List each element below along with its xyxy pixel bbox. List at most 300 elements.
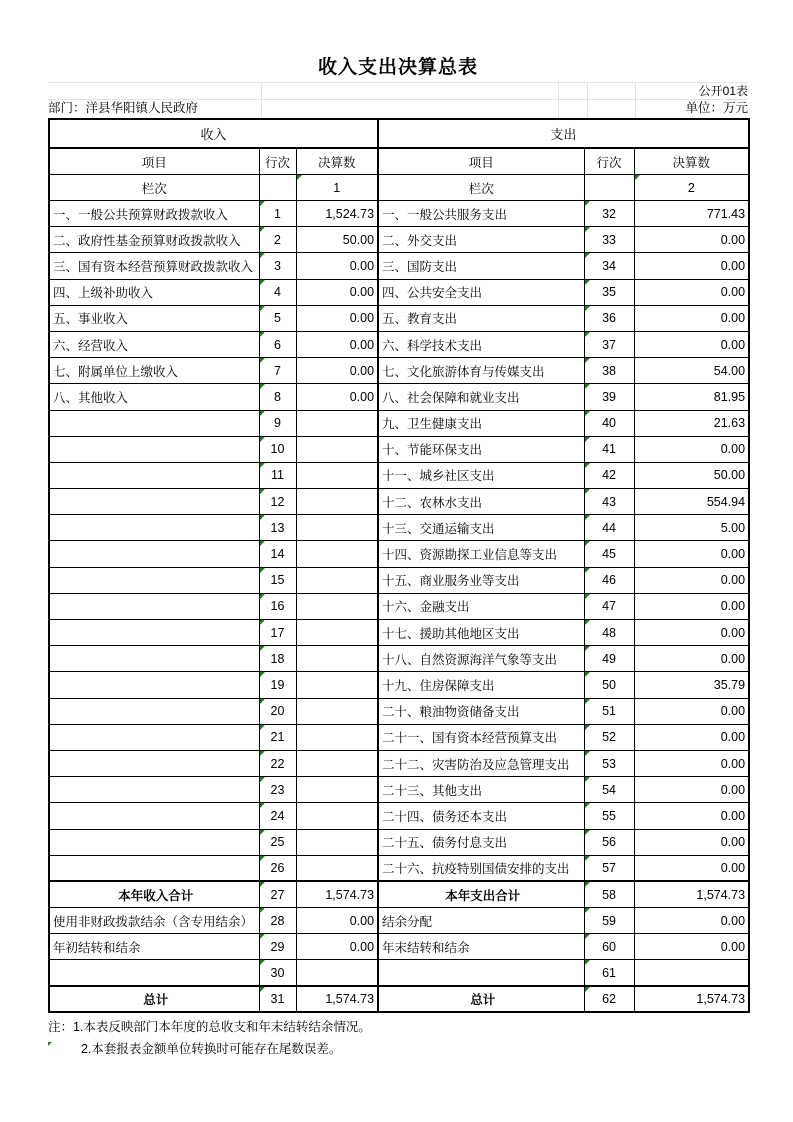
- expense-value-cell: [634, 201, 749, 227]
- expense-item-cell-text: 九、卫生健康支出: [382, 417, 483, 432]
- expense-value-cell: [634, 881, 749, 907]
- expense-line-cell: [584, 253, 634, 279]
- expense-value-cell: [634, 462, 749, 488]
- green-triangle-icon: [260, 751, 265, 756]
- income-line-cell: [259, 960, 296, 986]
- green-triangle-icon: [585, 332, 590, 337]
- income-item-cell: [49, 331, 259, 357]
- expense-item-cell: [378, 515, 584, 541]
- table-row: [49, 515, 749, 541]
- income-item-cell: [49, 384, 259, 410]
- table-row: [49, 960, 749, 986]
- expense-item-cell-text: 二十六、抗疫特别国债安排的支出: [382, 862, 570, 877]
- expense-value-cell-text: 0.00: [720, 599, 746, 614]
- green-triangle-icon: [585, 437, 590, 442]
- expense-value-cell-text: 0.00: [720, 756, 746, 771]
- income-item-cell-text: 四、上级补助收入: [53, 286, 154, 301]
- income-value-cell: [296, 855, 378, 881]
- green-triangle-icon: [260, 306, 265, 311]
- income-line-cell: [259, 777, 296, 803]
- income-item-cell: [49, 777, 259, 803]
- expense-line-cell: [584, 410, 634, 436]
- green-triangle-icon: [585, 699, 590, 704]
- income-item-cell: [49, 881, 259, 907]
- green-triangle-icon: [260, 646, 265, 651]
- income-line-cell-text: 25: [270, 835, 285, 850]
- unit-label: 单位：万元: [685, 101, 748, 115]
- expense-value-cell-text: 0.00: [720, 913, 746, 928]
- income-item-cell-text: 二、政府性基金预算财政拨款收入: [53, 233, 241, 248]
- income-value-cell-text: 0.00: [349, 363, 375, 378]
- green-triangle-icon: [585, 777, 590, 782]
- green-triangle-icon: [260, 882, 265, 887]
- green-triangle-icon: [260, 960, 265, 965]
- expense-item-cell-text: 十四、资源勘探工业信息等支出: [382, 548, 558, 563]
- income-line-cell: [259, 515, 296, 541]
- income-item-cell: [49, 436, 259, 462]
- green-triangle-icon: [260, 411, 265, 416]
- expense-value-cell-text: 0.00: [720, 285, 746, 300]
- income-value-cell-text: 1,574.73: [325, 992, 375, 1007]
- income-item-cell: [49, 646, 259, 672]
- expense-line-cell: [584, 908, 634, 934]
- income-item-cell: [49, 305, 259, 331]
- green-triangle-icon: [260, 280, 265, 285]
- income-line-cell: [259, 646, 296, 672]
- income-line-cell: [259, 750, 296, 776]
- income-line-cell: [259, 986, 296, 1012]
- income-line-cell: [259, 541, 296, 567]
- expense-value-cell-text: 0.00: [720, 730, 746, 745]
- income-item-cell: [49, 934, 259, 960]
- expense-item-cell-text: 十九、住房保障支出: [382, 678, 495, 693]
- green-triangle-icon: [585, 358, 590, 363]
- table-row: [49, 698, 749, 724]
- expense-line-cell: [584, 803, 634, 829]
- income-item-cell: [49, 908, 259, 934]
- expense-line-cell-text: 61: [602, 965, 616, 980]
- column-header-row: [49, 148, 749, 175]
- income-line-cell: [259, 567, 296, 593]
- expense-value-cell: [634, 724, 749, 750]
- expense-line-cell-text: 33: [602, 232, 616, 247]
- table-row: [49, 358, 749, 384]
- expense-value-cell: [634, 934, 749, 960]
- income-line-cell-text: 29: [270, 939, 285, 954]
- expense-item-cell-text: 五、教育支出: [382, 312, 458, 327]
- expense-item-cell: [378, 331, 584, 357]
- expense-value-cell-text: 5.00: [720, 520, 746, 535]
- income-value-cell: [296, 515, 378, 541]
- expense-line-cell: [584, 358, 634, 384]
- expense-item-cell-text: 二十二、灾害防治及应急管理支出: [382, 757, 570, 772]
- income-value-cell-text: 1,574.73: [325, 887, 375, 902]
- expense-value-cell-text: 1,574.73: [696, 992, 746, 1007]
- expense-value-cell: [634, 646, 749, 672]
- expense-value-cell: [634, 541, 749, 567]
- expense-item-cell-text: 十、节能环保支出: [382, 443, 483, 458]
- expense-value-cell-text: 81.95: [713, 389, 746, 404]
- expense-value-cell-text: 0.00: [720, 808, 746, 823]
- expense-item-cell-text: 十六、金融支出: [382, 600, 470, 615]
- table-row: [49, 881, 749, 907]
- income-lanci-line-cell: [259, 175, 296, 201]
- expense-item-cell-text: 二十三、其他支出: [382, 783, 483, 798]
- expense-item-cell: [378, 881, 584, 907]
- table-row: [49, 934, 749, 960]
- income-value-cell: [296, 960, 378, 986]
- expense-value-cell-text: 0.00: [720, 651, 746, 666]
- income-line-cell-text: 30: [270, 965, 285, 980]
- income-item-cell: [49, 227, 259, 253]
- green-triangle-icon: [585, 594, 590, 599]
- income-value-cell-text: 0.00: [349, 285, 375, 300]
- expense-value-cell-text: 0.00: [720, 337, 746, 352]
- expense-line-cell-text: 55: [602, 808, 616, 823]
- green-triangle-icon: [260, 384, 265, 389]
- green-triangle-icon: [585, 672, 590, 677]
- expense-item-cell-text: 七、文化旅游体育与传媒支出: [382, 364, 545, 379]
- expense-item-cell-text: 十八、自然资源海洋气象等支出: [382, 652, 558, 667]
- income-item-cell: [49, 410, 259, 436]
- income-value-cell: [296, 698, 378, 724]
- income-value-cell: [296, 384, 378, 410]
- footnotes: [48, 1017, 748, 1061]
- expense-item-cell: [378, 567, 584, 593]
- column-index-row: [49, 175, 749, 201]
- green-triangle-icon: [585, 830, 590, 835]
- expense-line-cell: [584, 934, 634, 960]
- gridline: [558, 82, 559, 118]
- green-triangle-icon: [585, 253, 590, 258]
- expense-value-cell: [634, 672, 749, 698]
- income-item-cell: [49, 986, 259, 1012]
- income-item-cell-text: 一、一般公共预算财政拨款收入: [53, 207, 229, 222]
- income-item-header: 项目: [49, 148, 259, 175]
- green-triangle-icon: [260, 987, 265, 992]
- expense-line-cell: [584, 724, 634, 750]
- income-line-cell-text: 10: [270, 442, 285, 457]
- income-line-cell: [259, 410, 296, 436]
- expense-column-number: 2: [687, 180, 695, 195]
- expense-line-cell: [584, 646, 634, 672]
- expense-item-cell: [378, 279, 584, 305]
- section-header-row: [49, 119, 749, 148]
- green-triangle-icon: [260, 332, 265, 337]
- table-row: [49, 567, 749, 593]
- green-triangle-icon: [260, 489, 265, 494]
- expense-value-cell: [634, 593, 749, 619]
- income-value-cell-text: 1,524.73: [325, 206, 375, 221]
- income-value-cell: [296, 279, 378, 305]
- income-value-cell: [296, 672, 378, 698]
- expense-line-cell: [584, 620, 634, 646]
- green-triangle-icon: [260, 437, 265, 442]
- income-value-cell: [296, 777, 378, 803]
- expense-line-cell-text: 51: [602, 704, 616, 719]
- income-value-cell-text: 0.00: [349, 258, 375, 273]
- income-line-cell-text: 4: [274, 285, 281, 300]
- footnote-1: 注：1.本表反映部门本年度的总收支和年末结转结余情况。: [48, 1020, 371, 1035]
- expense-item-cell: [378, 646, 584, 672]
- green-triangle-icon: [585, 646, 590, 651]
- expense-line-cell-text: 39: [602, 389, 616, 404]
- green-triangle-icon: [585, 803, 590, 808]
- expense-value-cell-text: 771.43: [706, 206, 746, 221]
- income-line-cell-text: 1: [274, 206, 281, 221]
- expense-value-cell: [634, 227, 749, 253]
- expense-value-cell: [634, 489, 749, 515]
- expense-value-cell-text: 0.00: [720, 547, 746, 562]
- expense-item-cell: [378, 620, 584, 646]
- income-item-cell-text: 六、经营收入: [53, 338, 129, 353]
- expense-item-cell-text: 结余分配: [382, 914, 433, 929]
- expense-line-cell-text: 44: [602, 520, 616, 535]
- expense-value-cell-text: 0.00: [720, 442, 746, 457]
- expense-item-cell: [378, 358, 584, 384]
- income-value-cell-text: 0.00: [349, 389, 375, 404]
- green-triangle-icon: [260, 856, 265, 861]
- table-row: [49, 672, 749, 698]
- income-value-cell: [296, 829, 378, 855]
- expense-value-cell: [634, 698, 749, 724]
- green-triangle-icon: [585, 541, 590, 546]
- income-column-number: 1: [333, 180, 341, 195]
- green-triangle-icon: [260, 934, 265, 939]
- income-value-cell: [296, 253, 378, 279]
- income-value-cell: [296, 489, 378, 515]
- income-line-cell: [259, 855, 296, 881]
- income-item-cell: [49, 489, 259, 515]
- expense-item-cell-text: 十五、商业服务业等支出: [382, 574, 520, 589]
- expense-line-cell-text: 37: [602, 337, 616, 352]
- expense-item-cell: [378, 541, 584, 567]
- income-value-cell: [296, 986, 378, 1012]
- income-item-cell: [49, 620, 259, 646]
- expense-line-cell: [584, 986, 634, 1012]
- income-item-cell-text: 总计: [143, 993, 169, 1008]
- income-line-cell-text: 20: [270, 704, 285, 719]
- expense-line-cell: [584, 750, 634, 776]
- income-line-cell: [259, 803, 296, 829]
- income-line-cell-text: 11: [271, 468, 284, 483]
- income-line-cell-text: 9: [274, 416, 281, 431]
- income-item-cell: [49, 803, 259, 829]
- income-value-cell-text: 50.00: [342, 232, 375, 247]
- green-triangle-icon: [585, 960, 590, 965]
- green-triangle-icon: [585, 620, 590, 625]
- expense-value-cell-text: 554.94: [706, 494, 746, 509]
- income-value-cell: [296, 646, 378, 672]
- expense-value-cell: [634, 855, 749, 881]
- income-line-cell: [259, 279, 296, 305]
- income-line-cell-text: 12: [270, 494, 285, 509]
- expense-value-cell: [634, 279, 749, 305]
- expense-value-cell-text: 0.00: [720, 311, 746, 326]
- income-line-cell: [259, 358, 296, 384]
- expense-item-cell: [378, 986, 584, 1012]
- income-item-cell: [49, 724, 259, 750]
- expense-item-cell-text: 三、国防支出: [382, 259, 458, 274]
- green-triangle-icon: [260, 463, 265, 468]
- expense-item-cell: [378, 462, 584, 488]
- income-item-cell: [49, 567, 259, 593]
- expense-item-cell: [378, 934, 584, 960]
- expense-line-cell-text: 42: [602, 468, 616, 483]
- expense-line-cell-text: 57: [602, 861, 616, 876]
- expense-line-cell: [584, 672, 634, 698]
- expense-line-cell-text: 32: [602, 206, 616, 221]
- gridline: [635, 82, 636, 118]
- income-item-cell-text: 使用非财政拨款结余（含专用结余）: [53, 914, 254, 929]
- expense-line-cell-text: 35: [602, 285, 616, 300]
- income-line-cell: [259, 593, 296, 619]
- expense-line-cell: [584, 960, 634, 986]
- income-item-cell: [49, 515, 259, 541]
- income-value-cell-text: 0.00: [349, 337, 375, 352]
- expense-line-cell: [584, 305, 634, 331]
- expense-item-cell: [378, 305, 584, 331]
- table-row: [49, 750, 749, 776]
- expense-item-cell: [378, 201, 584, 227]
- green-triangle-icon: [585, 411, 590, 416]
- income-item-cell-text: 三、国有资本经营预算财政拨款收入: [53, 259, 254, 274]
- income-value-cell: [296, 541, 378, 567]
- income-line-cell: [259, 724, 296, 750]
- green-triangle-icon: [585, 280, 590, 285]
- expense-value-cell-text: 0.00: [720, 625, 746, 640]
- expense-value-cell-text: 0.00: [720, 232, 746, 247]
- income-item-cell: [49, 593, 259, 619]
- income-line-cell: [259, 672, 296, 698]
- table-row: [49, 489, 749, 515]
- expense-item-cell-text: 二十一、国有资本经营预算支出: [382, 731, 558, 746]
- expense-value-cell-text: 35.79: [713, 677, 746, 692]
- budget-table: [48, 118, 750, 1013]
- green-triangle-icon: [585, 882, 590, 887]
- expense-value-cell: [634, 436, 749, 462]
- green-triangle-icon: [260, 620, 265, 625]
- expense-line-cell-text: 43: [602, 494, 616, 509]
- income-value-cell: [296, 567, 378, 593]
- expense-line-header: 行次: [584, 148, 634, 175]
- table-row: [49, 986, 749, 1012]
- income-line-cell: [259, 462, 296, 488]
- income-item-cell: [49, 253, 259, 279]
- expense-line-cell: [584, 541, 634, 567]
- income-line-cell-text: 8: [274, 389, 281, 404]
- income-value-cell: [296, 436, 378, 462]
- expense-line-cell-text: 47: [602, 599, 616, 614]
- expense-line-cell-text: 45: [602, 547, 616, 562]
- expense-line-cell-text: 41: [602, 442, 616, 457]
- expense-item-cell: [378, 803, 584, 829]
- expense-line-cell-text: 50: [602, 677, 616, 692]
- expense-line-cell: [584, 855, 634, 881]
- green-triangle-icon: [585, 227, 590, 232]
- expense-column-number-cell: [634, 175, 749, 201]
- table-row: [49, 724, 749, 750]
- income-item-cell: [49, 279, 259, 305]
- expense-item-cell: [378, 724, 584, 750]
- income-line-cell-text: 28: [270, 913, 285, 928]
- expense-item-cell-text: 四、公共安全支出: [382, 286, 483, 301]
- table-row: [49, 253, 749, 279]
- income-value-cell-text: 0.00: [349, 913, 375, 928]
- income-line-cell: [259, 227, 296, 253]
- expense-value-header: 决算数: [634, 148, 749, 175]
- expense-item-cell-text: 总计: [470, 993, 496, 1008]
- income-value-cell-text: 0.00: [349, 311, 375, 326]
- table-body: [49, 201, 749, 1013]
- income-line-cell-text: 2: [274, 232, 281, 247]
- income-value-cell: [296, 934, 378, 960]
- footnote-2: 2.本套报表金额单位转换时可能存在尾数误差。: [81, 1042, 342, 1057]
- green-triangle-icon: [635, 175, 640, 180]
- table-row: [49, 646, 749, 672]
- table-row: [49, 777, 749, 803]
- green-triangle-icon: [260, 594, 265, 599]
- expense-item-cell-text: 十七、援助其他地区支出: [382, 626, 520, 641]
- expense-value-cell: [634, 331, 749, 357]
- green-triangle-icon: [260, 358, 265, 363]
- income-value-cell: [296, 305, 378, 331]
- income-line-cell: [259, 620, 296, 646]
- expense-item-cell-text: 年末结转和结余: [382, 940, 470, 955]
- expense-item-cell: [378, 698, 584, 724]
- expense-value-cell-text: 0.00: [720, 861, 746, 876]
- expense-line-cell: [584, 698, 634, 724]
- green-triangle-icon: [585, 987, 590, 992]
- expense-item-cell: [378, 672, 584, 698]
- expense-line-cell: [584, 462, 634, 488]
- green-triangle-icon: [48, 1042, 52, 1046]
- green-triangle-icon: [585, 384, 590, 389]
- expense-line-cell-text: 58: [602, 887, 616, 902]
- income-item-cell: [49, 541, 259, 567]
- income-line-cell: [259, 253, 296, 279]
- income-item-cell: [49, 672, 259, 698]
- income-line-cell: [259, 698, 296, 724]
- green-triangle-icon: [585, 908, 590, 913]
- expense-item-cell: [378, 593, 584, 619]
- income-line-cell: [259, 489, 296, 515]
- table-row: [49, 331, 749, 357]
- income-line-cell: [259, 201, 296, 227]
- table-row: [49, 201, 749, 227]
- green-triangle-icon: [585, 568, 590, 573]
- income-line-cell-text: 23: [270, 782, 285, 797]
- expense-line-cell: [584, 829, 634, 855]
- income-line-cell-text: 14: [270, 547, 285, 562]
- income-line-cell: [259, 908, 296, 934]
- table-row: [49, 410, 749, 436]
- income-line-cell-text: 16: [270, 599, 285, 614]
- income-value-cell: [296, 620, 378, 646]
- green-triangle-icon: [260, 515, 265, 520]
- green-triangle-icon: [260, 725, 265, 730]
- table-row: [49, 593, 749, 619]
- expense-line-cell-text: 53: [602, 756, 616, 771]
- gridline: [261, 82, 262, 118]
- income-line-cell: [259, 436, 296, 462]
- expense-line-cell: [584, 489, 634, 515]
- expense-item-cell: [378, 777, 584, 803]
- expense-value-cell-text: 50.00: [713, 468, 746, 483]
- income-line-cell-text: 24: [270, 808, 285, 823]
- income-line-cell-text: 7: [274, 363, 281, 378]
- expense-line-cell-text: 38: [602, 363, 616, 378]
